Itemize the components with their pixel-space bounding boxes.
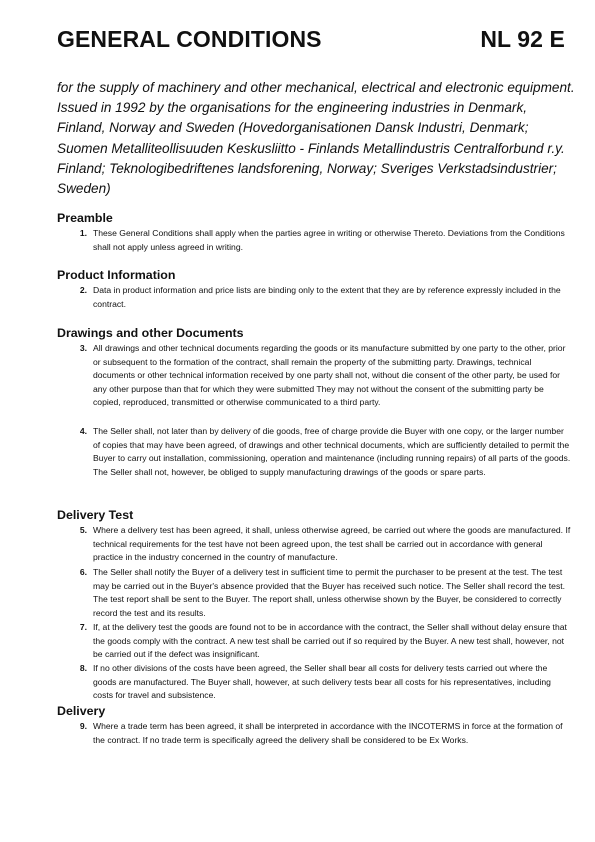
section-heading-delivery: Delivery (57, 704, 106, 718)
clause-8 (73, 662, 573, 703)
clause-5 (73, 524, 573, 565)
section-heading-product-information: Product Information (57, 268, 176, 282)
clause-number: 2. (79, 285, 87, 295)
clause-number: 4. (79, 426, 87, 436)
document-subtitle: for the supply of machinery and other mechanical, electrical and electronic equipment. Issued in 1992 by the organisations for the engineering industries in Denmark, Finland, Norway and Sweden (Hovedorganisationen Dansk Industri, Denmark; Suomen Metalliteollisuuden Keskusliitto - Finlands Metallindustris Centralforbund r.y. Finland; Teknologibedriftenes landsforening, Norway; Sveriges Verkstadsindustrier; Sweden) (57, 80, 575, 197)
clause-number: 9. (79, 721, 87, 731)
clause-text: Where a trade term has been agreed, it shall be interpreted in accordance with the INCOTERMS in force at the formation of the contract. If no trade term is specifically agreed the delivery shall be considered to be Ex Works. (93, 721, 563, 745)
clause-2 (73, 284, 573, 311)
clause-text: If no other divisions of the costs have been agreed, the Seller shall bear all costs for delivery tests carried out where the goods are manufactured. The Buyer shall, however, at such delivery tests bear all costs for his representatives, including costs for travel and subsistence. (93, 663, 551, 701)
clause-text: These General Conditions shall apply when the parties agree in writing or otherwise Thereto. Deviations from the Conditions shall not apply unless agreed in writing. (93, 228, 565, 252)
clause-7 (73, 621, 573, 662)
clause-text: All drawings and other technical documents regarding the goods or its manufacture submitted by one party to the other, prior or subsequent to the formation of the contract, shall remain the property of the submitting party. Drawings, technical documents or other technical information received by one party shall not, without die consent of the other party, be used for any other purpose than that for which they were submitted They may not without the consent of the submitting party be copied, reproduced, transmitted or otherwise communicated to a third party. (93, 343, 566, 408)
clause-text: The Seller shall, not later than by delivery of die goods, free of charge provide die Buyer with one copy, or the larger number of copies that may have been agreed, of drawings and other technical documents, which are sufficiently detailed to permit the Buyer to carry out installation, commissioning, operation and maintenance (including running repairs) of all parts of the goods. The Seller shall not, however, be obliged to supply manufacturing drawings of the goods or spare parts. (93, 426, 571, 477)
clause-3 (73, 342, 573, 410)
clause-number: 6. (79, 567, 87, 577)
section-heading-preamble: Preamble (57, 211, 113, 225)
clause-number: 3. (79, 343, 87, 353)
clause-text: The Seller shall notify the Buyer of a delivery test in sufficient time to permit the purchaser to be present at the test. The test may be carried out in the Buyer's absence provided that the Buyer has received such notice. The Seller shall record the test. The test report shall be sent to the Buyer. The report shall, unless otherwise shown by the Buyer, be considered to correctly record the test and its results. (93, 567, 566, 618)
document-title: GENERAL CONDITIONS (57, 26, 322, 52)
clause-number: 1. (79, 228, 87, 238)
section-heading-delivery-test: Delivery Test (57, 508, 134, 522)
clause-number: 7. (79, 622, 87, 632)
clause-4 (73, 425, 573, 479)
clause-text: Where a delivery test has been agreed, it shall, unless otherwise agreed, be carried out where the goods are manufactured. If technical requirements for the test have not been agreed upon, the test shall be carried out in accordance with general practice in the industry concerned in the country of manufacture. (93, 525, 571, 563)
clause-number: 8. (79, 663, 87, 673)
document-header (57, 26, 565, 62)
section-heading-drawings: Drawings and other Documents (57, 326, 244, 340)
clause-number: 5. (79, 525, 87, 535)
clause-9 (73, 720, 573, 747)
clause-text: If, at the delivery test the goods are found not to be in accordance with the contract, the Seller shall without delay ensure that the goods comply with the contract. A new test shall be carried out if so required by the Buyer. A new test shall, however, not be carried out if the defect was insignificant. (93, 622, 567, 660)
document-code: NL 92 E (480, 26, 565, 52)
clause-6 (73, 566, 573, 620)
clause-text: Data in product information and price lists are binding only to the extent that they are by reference expressly included in the contract. (93, 285, 561, 309)
clause-1 (73, 227, 573, 254)
